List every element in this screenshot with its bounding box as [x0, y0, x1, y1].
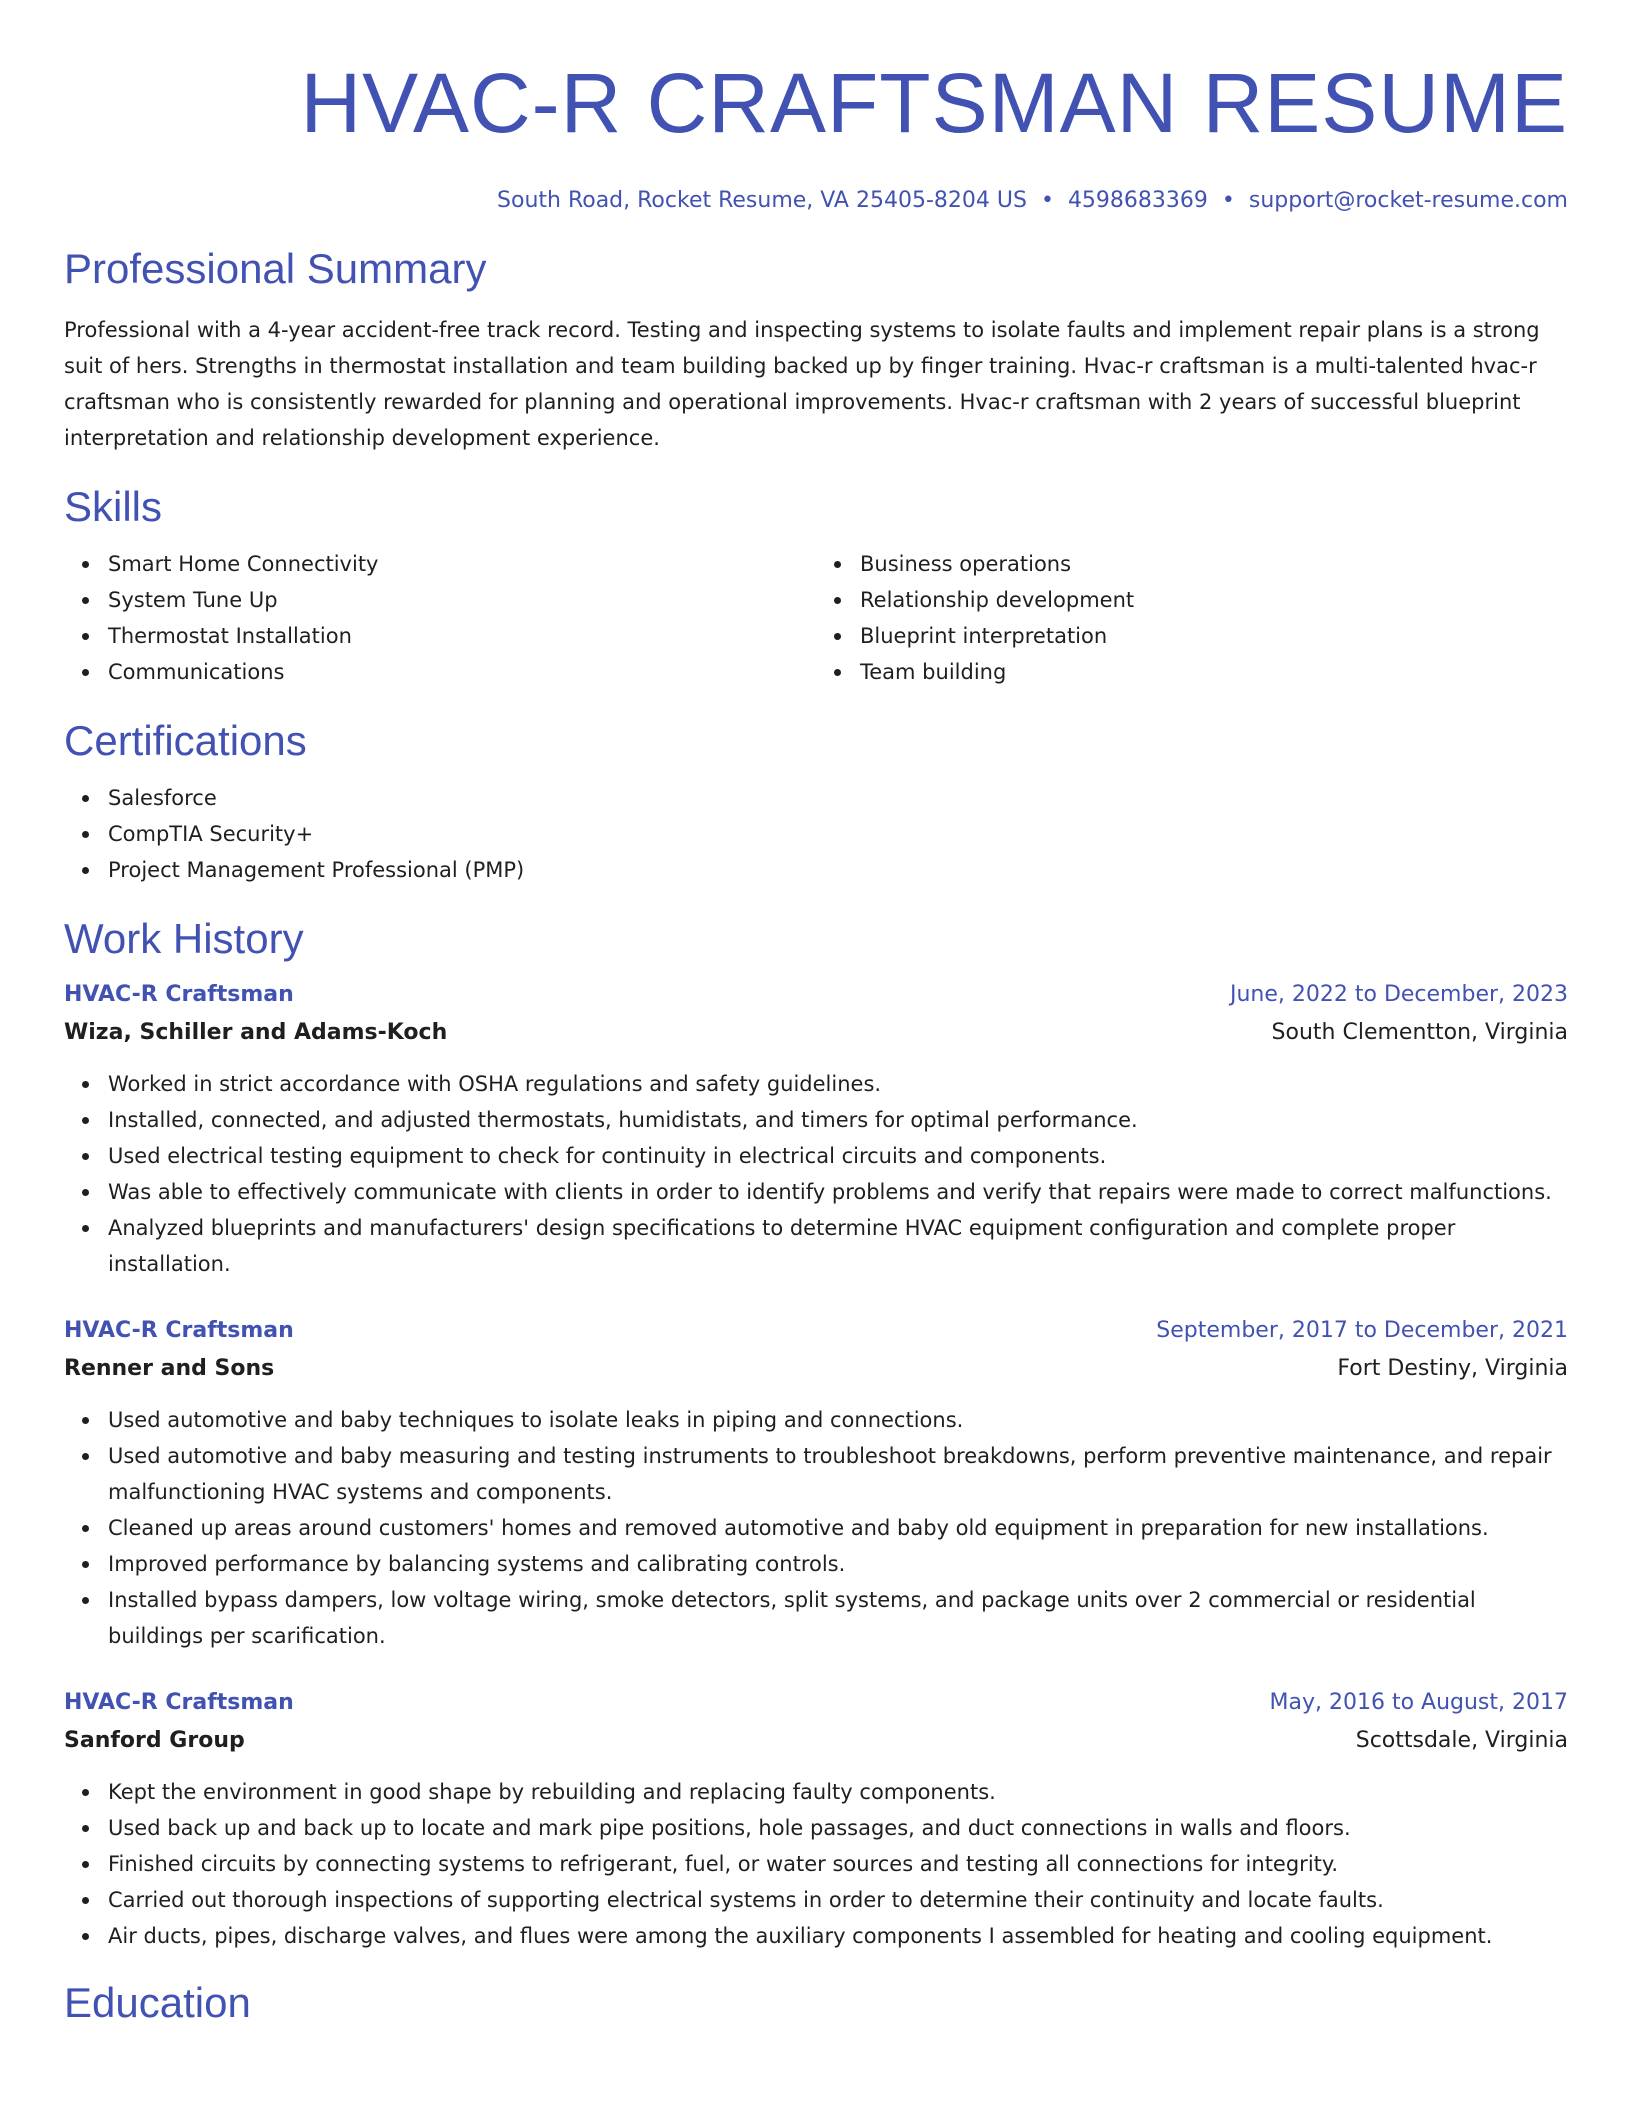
job-entry: [64, 976, 1568, 1282]
skill-item: Thermostat Installation: [108, 618, 816, 654]
contact-line: [64, 186, 1568, 216]
certification-item: Salesforce: [108, 780, 1568, 816]
job-entry: [64, 1684, 1568, 1954]
job-subheader: [64, 1014, 1568, 1052]
section-heading-certifications: Certifications: [64, 717, 307, 764]
job-bullet: Worked in strict accordance with OSHA regulations and safety guidelines.: [108, 1066, 1568, 1102]
job-subheader: [64, 1350, 1568, 1388]
skills-list-left: [64, 546, 816, 690]
job-entry: [64, 1312, 1568, 1654]
skill-item: Business operations: [860, 546, 1568, 582]
resume-header: [64, 58, 1568, 216]
skill-item: System Tune Up: [108, 582, 816, 618]
job-company: Renner and Sons: [64, 1356, 275, 1381]
contact-address: South Road, Rocket Resume, VA 25405-8204 US: [497, 188, 1027, 213]
job-location: Scottsdale, Virginia: [1355, 1728, 1568, 1753]
job-bullet: Air ducts, pipes, discharge valves, and flues were among the auxiliary components I assembled for heating and cooling equipment.: [108, 1918, 1568, 1954]
job-location: Fort Destiny, Virginia: [1337, 1356, 1568, 1381]
resume-title: HVAC-R CRAFTSMAN RESUME: [300, 56, 1568, 150]
job-title: HVAC-R Craftsman: [64, 982, 294, 1007]
job-bullets: [64, 1402, 1568, 1654]
job-bullet: Analyzed blueprints and manufacturers' design specifications to determine HVAC equipment configuration and complete proper installation.: [108, 1210, 1568, 1282]
section-heading-summary: Professional Summary: [64, 245, 487, 292]
job-title: HVAC-R Craftsman: [64, 1318, 294, 1343]
job-bullet: Finished circuits by connecting systems to refrigerant, fuel, or water sources and testing all connections for integrity.: [108, 1846, 1568, 1882]
job-company: Sanford Group: [64, 1728, 245, 1753]
certification-item: Project Management Professional (PMP): [108, 852, 1568, 888]
contact-email: support@rocket-resume.com: [1248, 188, 1568, 213]
contact-phone: 4598683369: [1067, 188, 1208, 213]
contact-separator: •: [1221, 188, 1235, 213]
skill-item: Smart Home Connectivity: [108, 546, 816, 582]
job-dates: June, 2022 to December, 2023: [1229, 982, 1568, 1007]
job-header: [64, 976, 1568, 1014]
section-heading-work-history: Work History: [64, 915, 304, 962]
job-bullet: Was able to effectively communicate with clients in order to identify problems and verify that repairs were made to correct malfunctions.: [108, 1174, 1568, 1210]
job-bullet: Installed bypass dampers, low voltage wiring, smoke detectors, split systems, and package units over 2 commercial or residential buildings per scarification.: [108, 1582, 1568, 1654]
job-dates: September, 2017 to December, 2021: [1156, 1318, 1568, 1343]
job-subheader: [64, 1722, 1568, 1760]
job-bullet: Kept the environment in good shape by rebuilding and replacing faulty components.: [108, 1774, 1568, 1810]
summary-text: Professional with a 4-year accident-free track record. Testing and inspecting systems to isolate faults and implement repair plans is a strong suit of hers. Strengths in thermostat installation and team building backed up by finger training. Hvac-r craftsman is a multi-talented hvac-r craftsman who is consistently rewarded for planning and operational improvements. Hvac-r craftsman with 2 years of successful blueprint interpretation and relationship development experience.: [64, 318, 1540, 450]
job-bullet: Cleaned up areas around customers' homes and removed automotive and baby old equipment in preparation for new installations.: [108, 1510, 1568, 1546]
job-bullets: [64, 1066, 1568, 1282]
certifications-list: [64, 780, 1568, 888]
job-bullet: Carried out thorough inspections of supporting electrical systems in order to determine their continuity and locate faults.: [108, 1882, 1568, 1918]
job-bullet: Installed, connected, and adjusted thermostats, humidistats, and timers for optimal performance.: [108, 1102, 1568, 1138]
skills-section: [64, 482, 1568, 690]
job-bullets: [64, 1774, 1568, 1954]
section-heading-education: Education: [64, 1979, 251, 2026]
education-section: [64, 1978, 1568, 2028]
certifications-section: [64, 716, 1568, 888]
job-title: HVAC-R Craftsman: [64, 1690, 294, 1715]
job-header: [64, 1312, 1568, 1350]
job-location: South Clementton, Virginia: [1271, 1020, 1568, 1045]
job-bullet: Used automotive and baby measuring and testing instruments to troubleshoot breakdowns, perform preventive maintenance, and repair malfunctioning HVAC systems and components.: [108, 1438, 1568, 1510]
section-heading-skills: Skills: [64, 483, 163, 530]
job-dates: May, 2016 to August, 2017: [1269, 1690, 1568, 1715]
job-company: Wiza, Schiller and Adams-Koch: [64, 1020, 448, 1045]
summary-section: [64, 244, 1568, 456]
job-bullet: Used back up and back up to locate and mark pipe positions, hole passages, and duct connections in walls and floors.: [108, 1810, 1568, 1846]
contact-separator: •: [1040, 188, 1054, 213]
skill-item: Communications: [108, 654, 816, 690]
work-history-section: [64, 914, 1568, 1954]
skill-item: Team building: [860, 654, 1568, 690]
skill-item: Relationship development: [860, 582, 1568, 618]
skills-grid: [64, 546, 1568, 690]
skills-list-right: [816, 546, 1568, 690]
job-bullet: Used automotive and baby techniques to isolate leaks in piping and connections.: [108, 1402, 1568, 1438]
skill-item: Blueprint interpretation: [860, 618, 1568, 654]
job-bullet: Used electrical testing equipment to check for continuity in electrical circuits and components.: [108, 1138, 1568, 1174]
job-bullet: Improved performance by balancing systems and calibrating controls.: [108, 1546, 1568, 1582]
job-header: [64, 1684, 1568, 1722]
certification-item: CompTIA Security+: [108, 816, 1568, 852]
